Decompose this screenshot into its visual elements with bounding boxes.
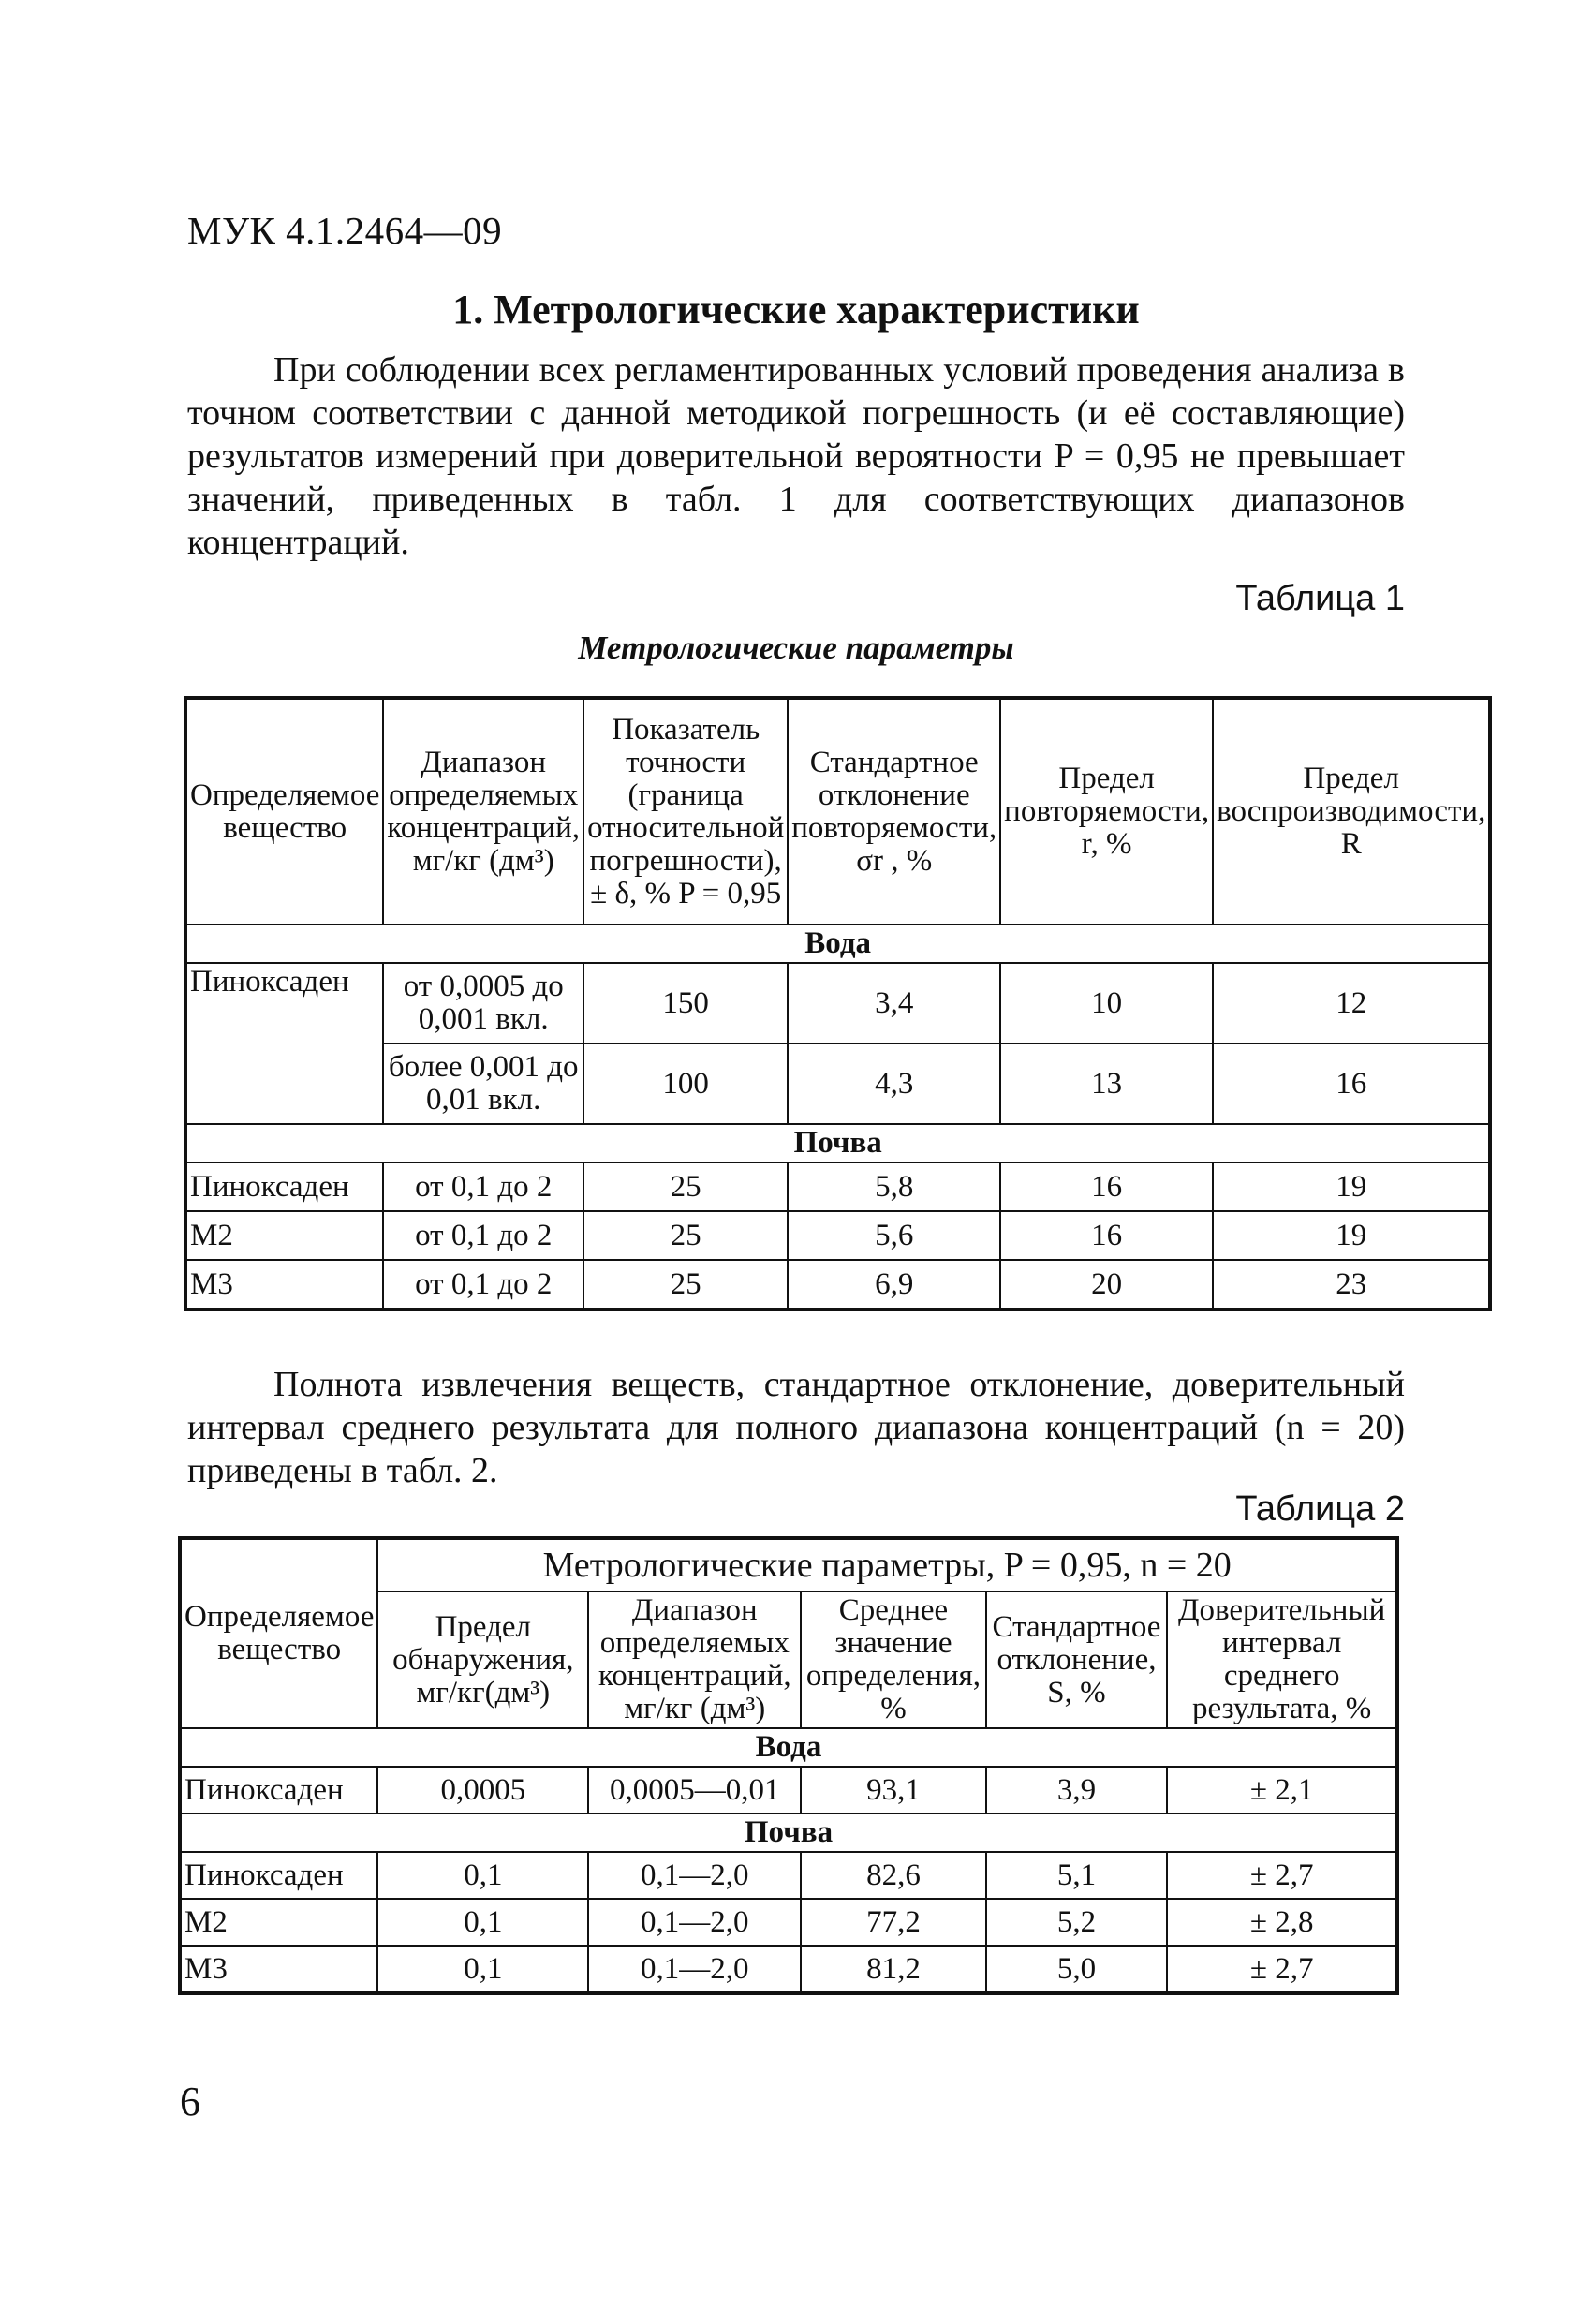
sd-cell: 6,9 xyxy=(788,1260,1000,1310)
table-1-header: Предел воспроизводимости, R xyxy=(1213,698,1490,925)
lod-cell: 0,1 xyxy=(377,1899,588,1946)
reproducibility-cell: 16 xyxy=(1213,1044,1490,1124)
sd-cell: 3,4 xyxy=(788,963,1000,1044)
table-1-header-row xyxy=(185,698,1490,925)
section-water: Вода xyxy=(180,1728,1397,1767)
repeatability-cell: 13 xyxy=(1000,1044,1213,1124)
table-2-header: Стандартное отклонение, S, % xyxy=(986,1591,1168,1728)
range-cell: 0,1—2,0 xyxy=(588,1899,801,1946)
table-2-label: Таблица 2 xyxy=(1235,1489,1405,1529)
range-cell: от 0,0005 до 0,001 вкл. xyxy=(383,963,583,1044)
table-1-header: Показатель точности (граница относительной погрешности), ± δ, % P = 0,95 xyxy=(583,698,788,925)
document-code: МУК 4.1.2464—09 xyxy=(187,209,503,252)
substance-cell: М3 xyxy=(185,1260,383,1310)
reproducibility-cell: 19 xyxy=(1213,1211,1490,1260)
mean-cell: 82,6 xyxy=(801,1852,985,1899)
table-row xyxy=(180,1767,1397,1813)
table-1-section-row xyxy=(185,1124,1490,1162)
range-cell: более 0,001 до 0,01 вкл. xyxy=(383,1044,583,1124)
table-1-section-row xyxy=(185,925,1490,963)
substance-cell: Пиноксаден xyxy=(185,963,383,1124)
sd-cell: 4,3 xyxy=(788,1044,1000,1124)
substance-cell: М2 xyxy=(180,1899,377,1946)
sd-cell: 5,0 xyxy=(986,1946,1168,1993)
table-2-header: Среднее значение определения, % xyxy=(801,1591,985,1728)
table-2-section-row xyxy=(180,1728,1397,1767)
table-2-header: Диапазон определяемых концентраций, мг/кг (дм³) xyxy=(588,1591,801,1728)
repeatability-cell: 10 xyxy=(1000,963,1213,1044)
substance-cell: М2 xyxy=(185,1211,383,1260)
lod-cell: 0,1 xyxy=(377,1852,588,1899)
mean-cell: 77,2 xyxy=(801,1899,985,1946)
table-2-top-header: Метрологические параметры, P = 0,95, n = 20 xyxy=(377,1538,1397,1591)
section-soil: Почва xyxy=(185,1124,1490,1162)
paragraph-1: При соблюдении всех регламентированных условий проведения анализа в точном соответствии с данной методикой погрешность (и её составляющие) результатов измерений при доверительной вероятности P = 0,95 не превышает значений, приведенных в табл. 1 для соответствующих диапазонов концентраций. xyxy=(187,350,1405,562)
reproducibility-cell: 19 xyxy=(1213,1162,1490,1211)
range-cell: от 0,1 до 2 xyxy=(383,1162,583,1211)
ci-cell: ± 2,8 xyxy=(1167,1899,1397,1946)
table-1-header: Определяемое вещество xyxy=(185,698,383,925)
repeatability-cell: 16 xyxy=(1000,1162,1213,1211)
reproducibility-cell: 23 xyxy=(1213,1260,1490,1310)
table-1-header: Диапазон определяемых концентраций, мг/кг (дм³) xyxy=(383,698,583,925)
range-cell: от 0,1 до 2 xyxy=(383,1260,583,1310)
accuracy-cell: 100 xyxy=(583,1044,788,1124)
substance-cell: Пиноксаден xyxy=(180,1852,377,1899)
sd-cell: 5,6 xyxy=(788,1211,1000,1260)
table-1-caption: Метрологические параметры xyxy=(578,629,1014,666)
table-2-header-row xyxy=(180,1538,1397,1591)
table-row xyxy=(180,1852,1397,1899)
table-2-header: Доверительный интервал среднего результата, % xyxy=(1167,1591,1397,1728)
table-row xyxy=(185,963,1490,1044)
table-row xyxy=(185,1211,1490,1260)
sd-cell: 5,1 xyxy=(986,1852,1168,1899)
repeatability-cell: 16 xyxy=(1000,1211,1213,1260)
table-row xyxy=(180,1899,1397,1946)
table-2 xyxy=(178,1536,1399,1995)
substance-cell: Пиноксаден xyxy=(185,1162,383,1211)
ci-cell: ± 2,7 xyxy=(1167,1946,1397,1993)
table-row xyxy=(185,1260,1490,1310)
sd-cell: 5,2 xyxy=(986,1899,1168,1946)
page-number: 6 xyxy=(180,2079,200,2124)
mean-cell: 93,1 xyxy=(801,1767,985,1813)
substance-cell: М3 xyxy=(180,1946,377,1993)
range-cell: 0,1—2,0 xyxy=(588,1852,801,1899)
section-soil: Почва xyxy=(180,1813,1397,1852)
accuracy-cell: 25 xyxy=(583,1162,788,1211)
section-title: 1. Метрологические характеристики xyxy=(452,287,1140,333)
table-1-header: Стандартное отклонение повторяемости, σr , % xyxy=(788,698,1000,925)
table-2-substance-header: Определяемое вещество xyxy=(180,1538,377,1728)
table-1-label: Таблица 1 xyxy=(1235,579,1405,618)
range-cell: 0,1—2,0 xyxy=(588,1946,801,1993)
ci-cell: ± 2,1 xyxy=(1167,1767,1397,1813)
accuracy-cell: 25 xyxy=(583,1260,788,1310)
lod-cell: 0,0005 xyxy=(377,1767,588,1813)
table-2-section-row xyxy=(180,1813,1397,1852)
table-1-header: Предел повторяемости, r, % xyxy=(1000,698,1213,925)
accuracy-cell: 150 xyxy=(583,963,788,1044)
table-1 xyxy=(184,696,1492,1311)
table-row xyxy=(180,1946,1397,1993)
accuracy-cell: 25 xyxy=(583,1211,788,1260)
range-cell: 0,0005—0,01 xyxy=(588,1767,801,1813)
lod-cell: 0,1 xyxy=(377,1946,588,1993)
mean-cell: 81,2 xyxy=(801,1946,985,1993)
sd-cell: 5,8 xyxy=(788,1162,1000,1211)
section-water: Вода xyxy=(185,925,1490,963)
table-2-header: Предел обнаружения, мг/кг(дм³) xyxy=(377,1591,588,1728)
sd-cell: 3,9 xyxy=(986,1767,1168,1813)
ci-cell: ± 2,7 xyxy=(1167,1852,1397,1899)
paragraph-2: Полнота извлечения веществ, стандартное отклонение, доверительный интервал среднего результата для полного диапазона концентраций (n = 20) приведены в табл. 2. xyxy=(187,1365,1405,1490)
substance-cell: Пиноксаден xyxy=(180,1767,377,1813)
reproducibility-cell: 12 xyxy=(1213,963,1490,1044)
table-row xyxy=(185,1162,1490,1211)
repeatability-cell: 20 xyxy=(1000,1260,1213,1310)
range-cell: от 0,1 до 2 xyxy=(383,1211,583,1260)
